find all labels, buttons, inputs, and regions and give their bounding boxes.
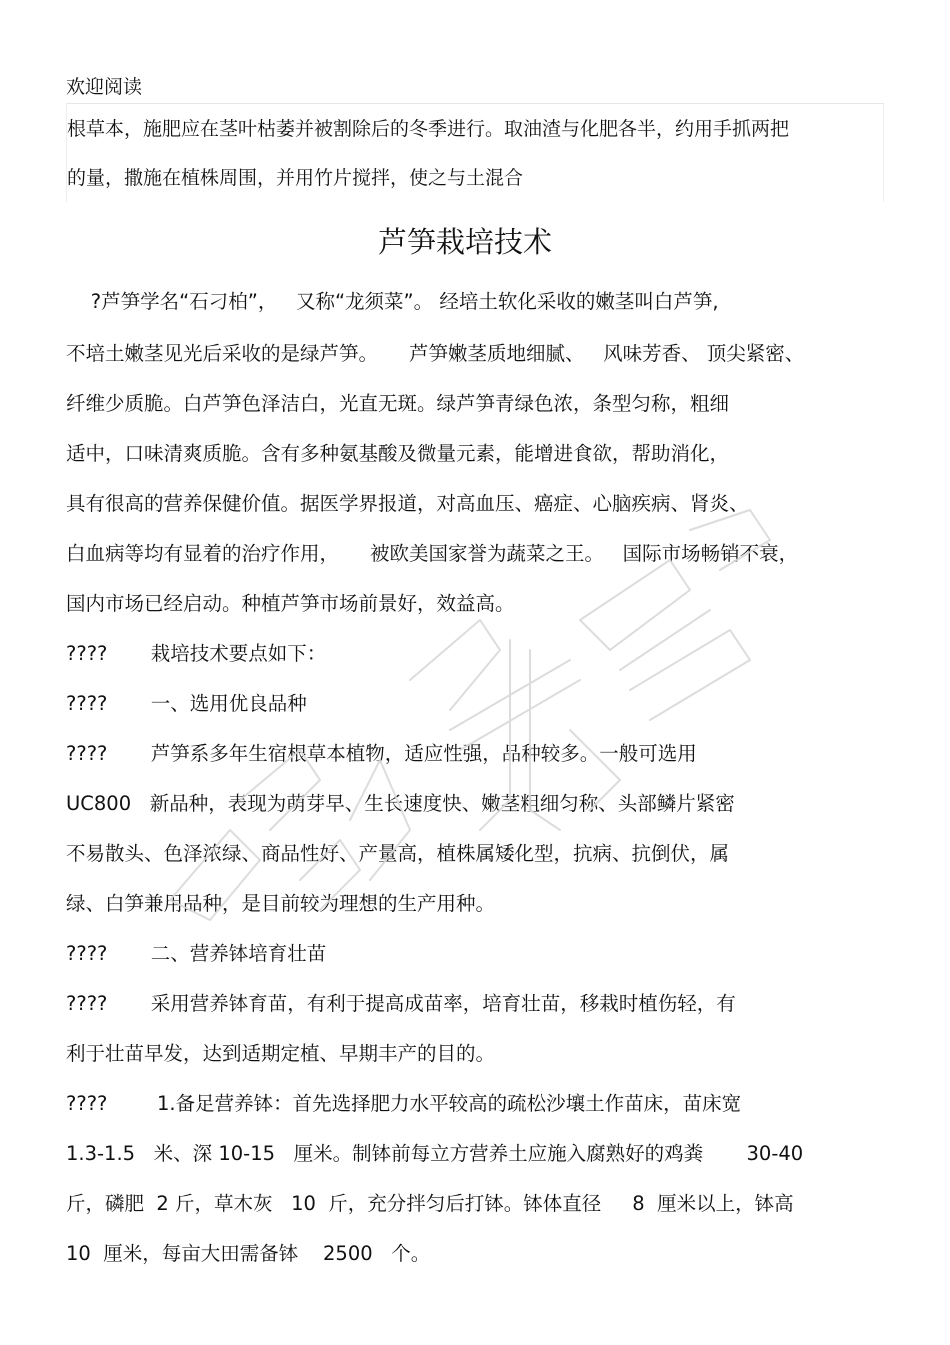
body-line: 斤，磷肥 2 斤，草木灰 10 斤，充分拌匀后打钵。钵体直径 8 厘米以上，钵高	[66, 1192, 794, 1215]
body-line: 适中，口味清爽质脆。含有多种氨基酸及微量元素，能增进食欲，帮助消化，	[66, 442, 730, 465]
body-line: 白血病等均有显着的治疗作用， 被欧美国家誉为蔬菜之王。 国际市场畅销不衰，	[66, 542, 799, 565]
body-line: 绿、白笋兼用品种，是目前较为理想的生产用种。	[66, 892, 496, 915]
body-line: 1.3-1.5 米、深 10-15 厘米。制钵前每立方营养土应施入腐熟好的鸡粪 30-40	[66, 1142, 804, 1165]
body-line: 不培土嫩茎见光后采收的是绿芦笋。 芦笋嫩茎质地细腻、 风味芳香、 顶尖紧密、	[66, 342, 805, 365]
body-line: ???? 一、选用优良品种	[66, 692, 307, 715]
header-label: 欢迎阅读	[66, 76, 143, 98]
body-line: 国内市场已经启动。种植芦笋市场前景好，效益高。	[66, 592, 515, 615]
body-line: ???? 芦笋系多年生宿根草本植物，适应性强，品种较多。一般可选用	[66, 742, 697, 765]
body-line: ?芦笋学名“石刁柏”， 又称“龙须菜”。 经培土软化采收的嫩茎叫白芦笋,	[66, 290, 719, 313]
body-line: 纤维少质脆。白芦笋色泽洁白，光直无斑。绿芦笋青绿色浓，条型匀称，粗细	[66, 392, 730, 415]
note-line: 根草本，施肥应在茎叶枯萎并被割除后的冬季进行。取油渣与化肥各半，约用手抓两把	[67, 118, 790, 140]
document-title: 芦笋栽培技术	[377, 225, 552, 259]
body-line: ???? 栽培技术要点如下：	[66, 642, 327, 665]
body-line: 不易散头、色泽浓绿、商品性好、产量高，植株属矮化型，抗病、抗倒伏，属	[66, 842, 730, 865]
body-line: UC800 新品种，表现为萌芽早、生长速度快、嫩茎粗细匀称、头部鳞片紧密	[66, 792, 735, 815]
body-line: 10 厘米，每亩大田需备钵 2500 个。	[66, 1242, 431, 1265]
body-line: 具有很高的营养保健价值。据医学界报道，对高血压、癌症、心脑疾病、肾炎、	[66, 492, 749, 515]
body-line: ???? 二、营养钵培育壮苗	[66, 942, 327, 965]
body-line: ???? 1.备足营养钵：首先选择肥力水平较高的疏松沙壤土作苗床，苗床宽	[66, 1092, 742, 1115]
note-box	[66, 103, 884, 202]
body-line: ???? 采用营养钵育苗，有利于提高成苗率，培育壮苗，移栽时植伤轻，有	[66, 992, 736, 1015]
note-line: 的量，撒施在植株周围，并用竹片搅拌，使之与土混合	[67, 167, 524, 189]
body-line: 利于壮苗早发，达到适期定植、早期丰产的目的。	[66, 1042, 496, 1065]
